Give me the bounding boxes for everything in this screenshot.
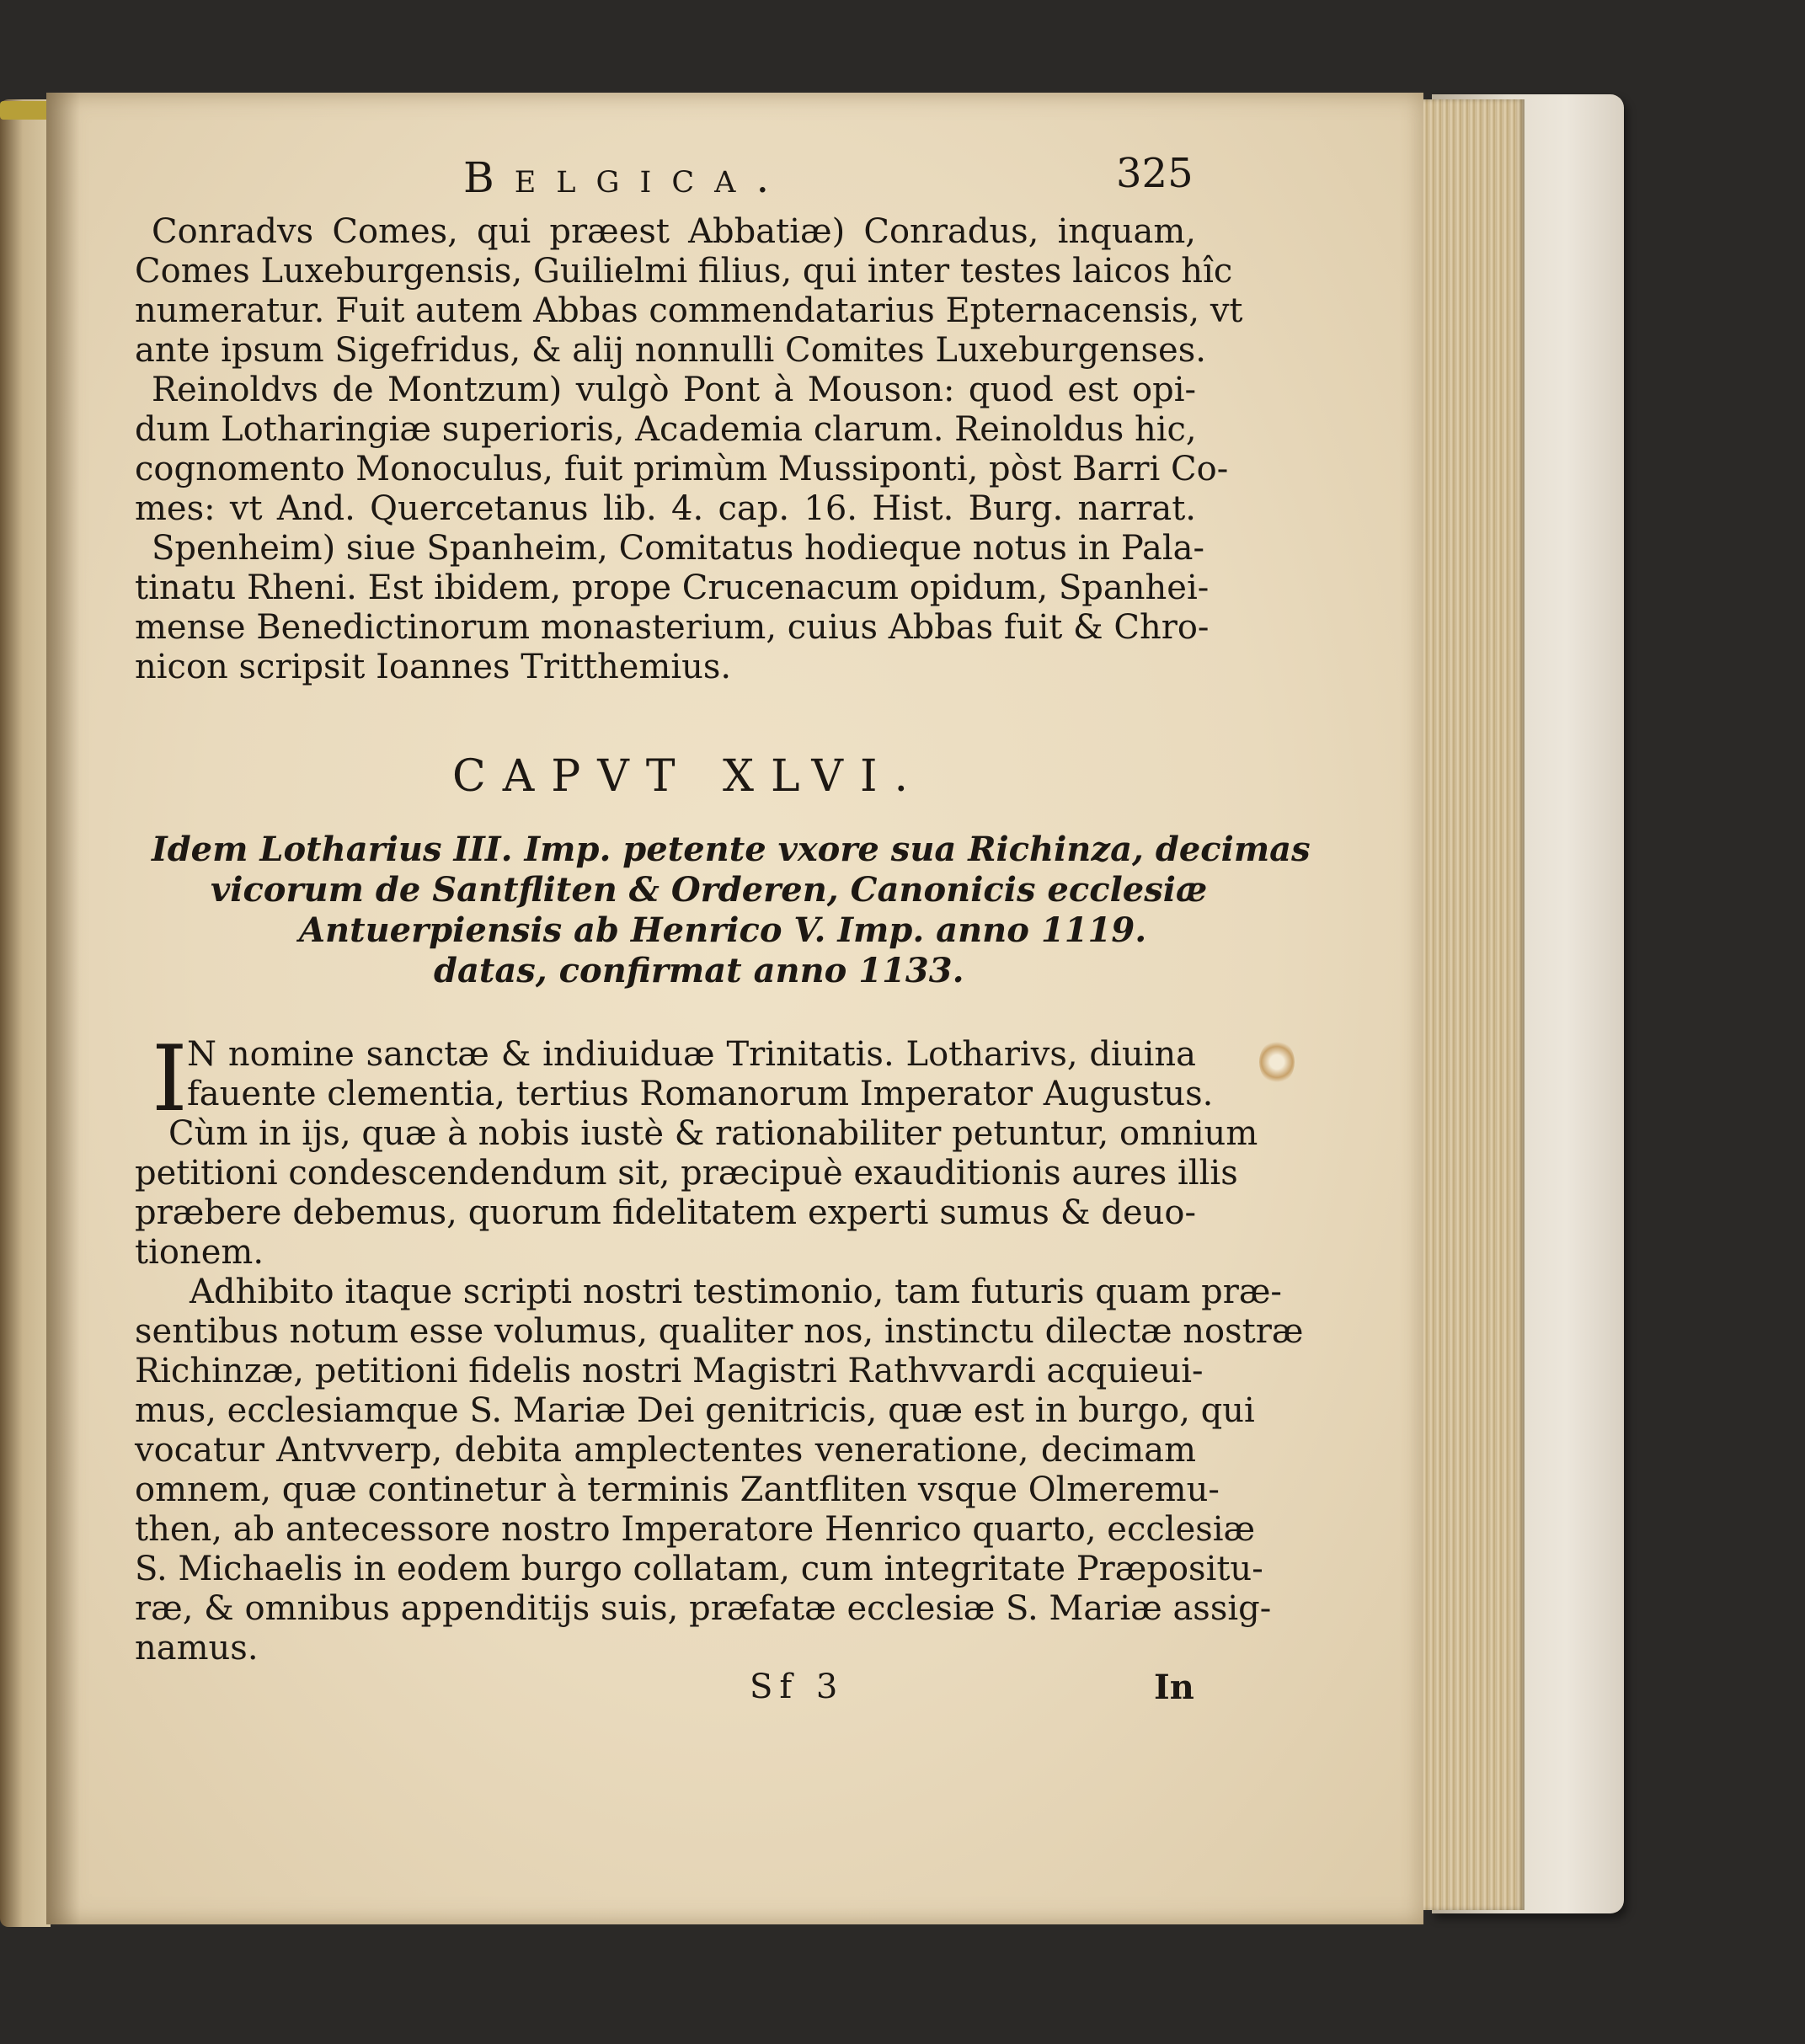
commentary-line: Spenheim) siue Spanheim, Comitatus hodieque notus in Pala-	[152, 529, 1204, 568]
charter-line: tionem.	[135, 1233, 264, 1272]
charter-line: vocatur Antvverp, debita amplectentes veneratione, decimam	[135, 1431, 1196, 1470]
page-number: 325	[1116, 150, 1194, 197]
charter-line: petitioni condescendendum sit, præcipuè exauditionis aures illis	[135, 1154, 1238, 1193]
paper-stain	[1259, 1040, 1295, 1084]
commentary-line: mes: vt And. Quercetanus lib. 4. cap. 16. Hist. Burg. narrat.	[135, 489, 1196, 528]
chapter-summary-line: vicorum de Santfliten & Orderen, Canonicis ecclesiæ	[211, 870, 1208, 910]
charter-line: ræ, & omnibus appenditijs suis, præfatæ ecclesiæ S. Mariæ assig-	[135, 1589, 1272, 1628]
charter-line: namus.	[135, 1629, 259, 1668]
charter-line: S. Michaelis in eodem burgo collatam, cum integritate Præpositu-	[135, 1550, 1263, 1588]
commentary-line: nicon scripsit Ioannes Tritthemius.	[135, 648, 732, 686]
chapter-summary-line: datas, confirmat anno 1133.	[434, 951, 964, 990]
charter-line: mus, ecclesiamque S. Mariæ Dei genitricis, quæ est in burgo, qui	[135, 1391, 1255, 1430]
charter-line: præbere debemus, quorum fidelitatem experti sumus & deuo-	[135, 1193, 1196, 1232]
charter-line: then, ab antecessore nostro Imperatore Henrico quarto, ecclesiæ	[135, 1510, 1256, 1549]
commentary-line: Reinoldvs de Montzum) vulgò Pont à Mouson: quod est opi-	[152, 371, 1196, 409]
commentary-line: ante ipsum Sigefridus, & alij nonnulli Comites Luxeburgenses.	[135, 331, 1206, 370]
charter-line: Adhibito itaque scripti nostri testimonio, tam futuris quam præ-	[190, 1273, 1282, 1311]
charter-line: Cùm in ijs, quæ à nobis iustè & rationabiliter petuntur, omnium	[168, 1114, 1258, 1153]
charter-line: N nomine sanctæ & indiuiduæ Trinitatis. Lotharivs, diuina	[187, 1035, 1196, 1074]
commentary-line: tinatu Rheni. Est ibidem, prope Crucenacum opidum, Spanhei-	[135, 568, 1210, 607]
charter-line: sentibus notum esse volumus, qualiter nos, instinctu dilectæ nostræ	[135, 1312, 1304, 1351]
catchword: In	[1154, 1668, 1194, 1707]
chapter-summary-line: Antuerpiensis ab Henrico V. Imp. anno 1119.	[299, 910, 1147, 950]
page-edges	[1415, 99, 1525, 1910]
drop-capital: I	[152, 1027, 188, 1132]
commentary-line: Comes Luxeburgensis, Guilielmi filius, qui inter testes laicos hîc	[135, 252, 1233, 291]
signature-mark: Sf 3	[750, 1668, 845, 1706]
chapter-summary-line: Idem Lotharius III. Imp. petente vxore sua Richinza, decimas	[152, 830, 1311, 869]
charter-line: fauente clementia, tertius Romanorum Imperator Augustus.	[187, 1075, 1214, 1113]
running-title: Belgica.	[463, 153, 790, 202]
commentary-line: dum Lotharingiæ superioris, Academia clarum. Reinoldus hic,	[135, 410, 1197, 449]
commentary-line: mense Benedictinorum monasterium, cuius Abbas fuit & Chro-	[135, 608, 1210, 647]
commentary-line: cognomento Monoculus, fuit primùm Mussiponti, pòst Barri Co-	[135, 450, 1229, 488]
charter-line: omnem, quæ continetur à terminis Zantfliten vsque Olmeremu-	[135, 1470, 1220, 1509]
commentary-line: numeratur. Fuit autem Abbas commendatarius Epternacensis, vt	[135, 291, 1243, 330]
gutter-shadow	[46, 93, 80, 1924]
charter-line: Richinzæ, petitioni fidelis nostri Magistri Rathvvardi acquieui-	[135, 1352, 1204, 1390]
chapter-heading: CAPVT XLVI.	[451, 751, 926, 802]
facing-page-edge	[0, 99, 51, 1927]
commentary-line: Conradvs Comes, qui præest Abbatiæ) Conradus, inquam,	[152, 212, 1196, 251]
